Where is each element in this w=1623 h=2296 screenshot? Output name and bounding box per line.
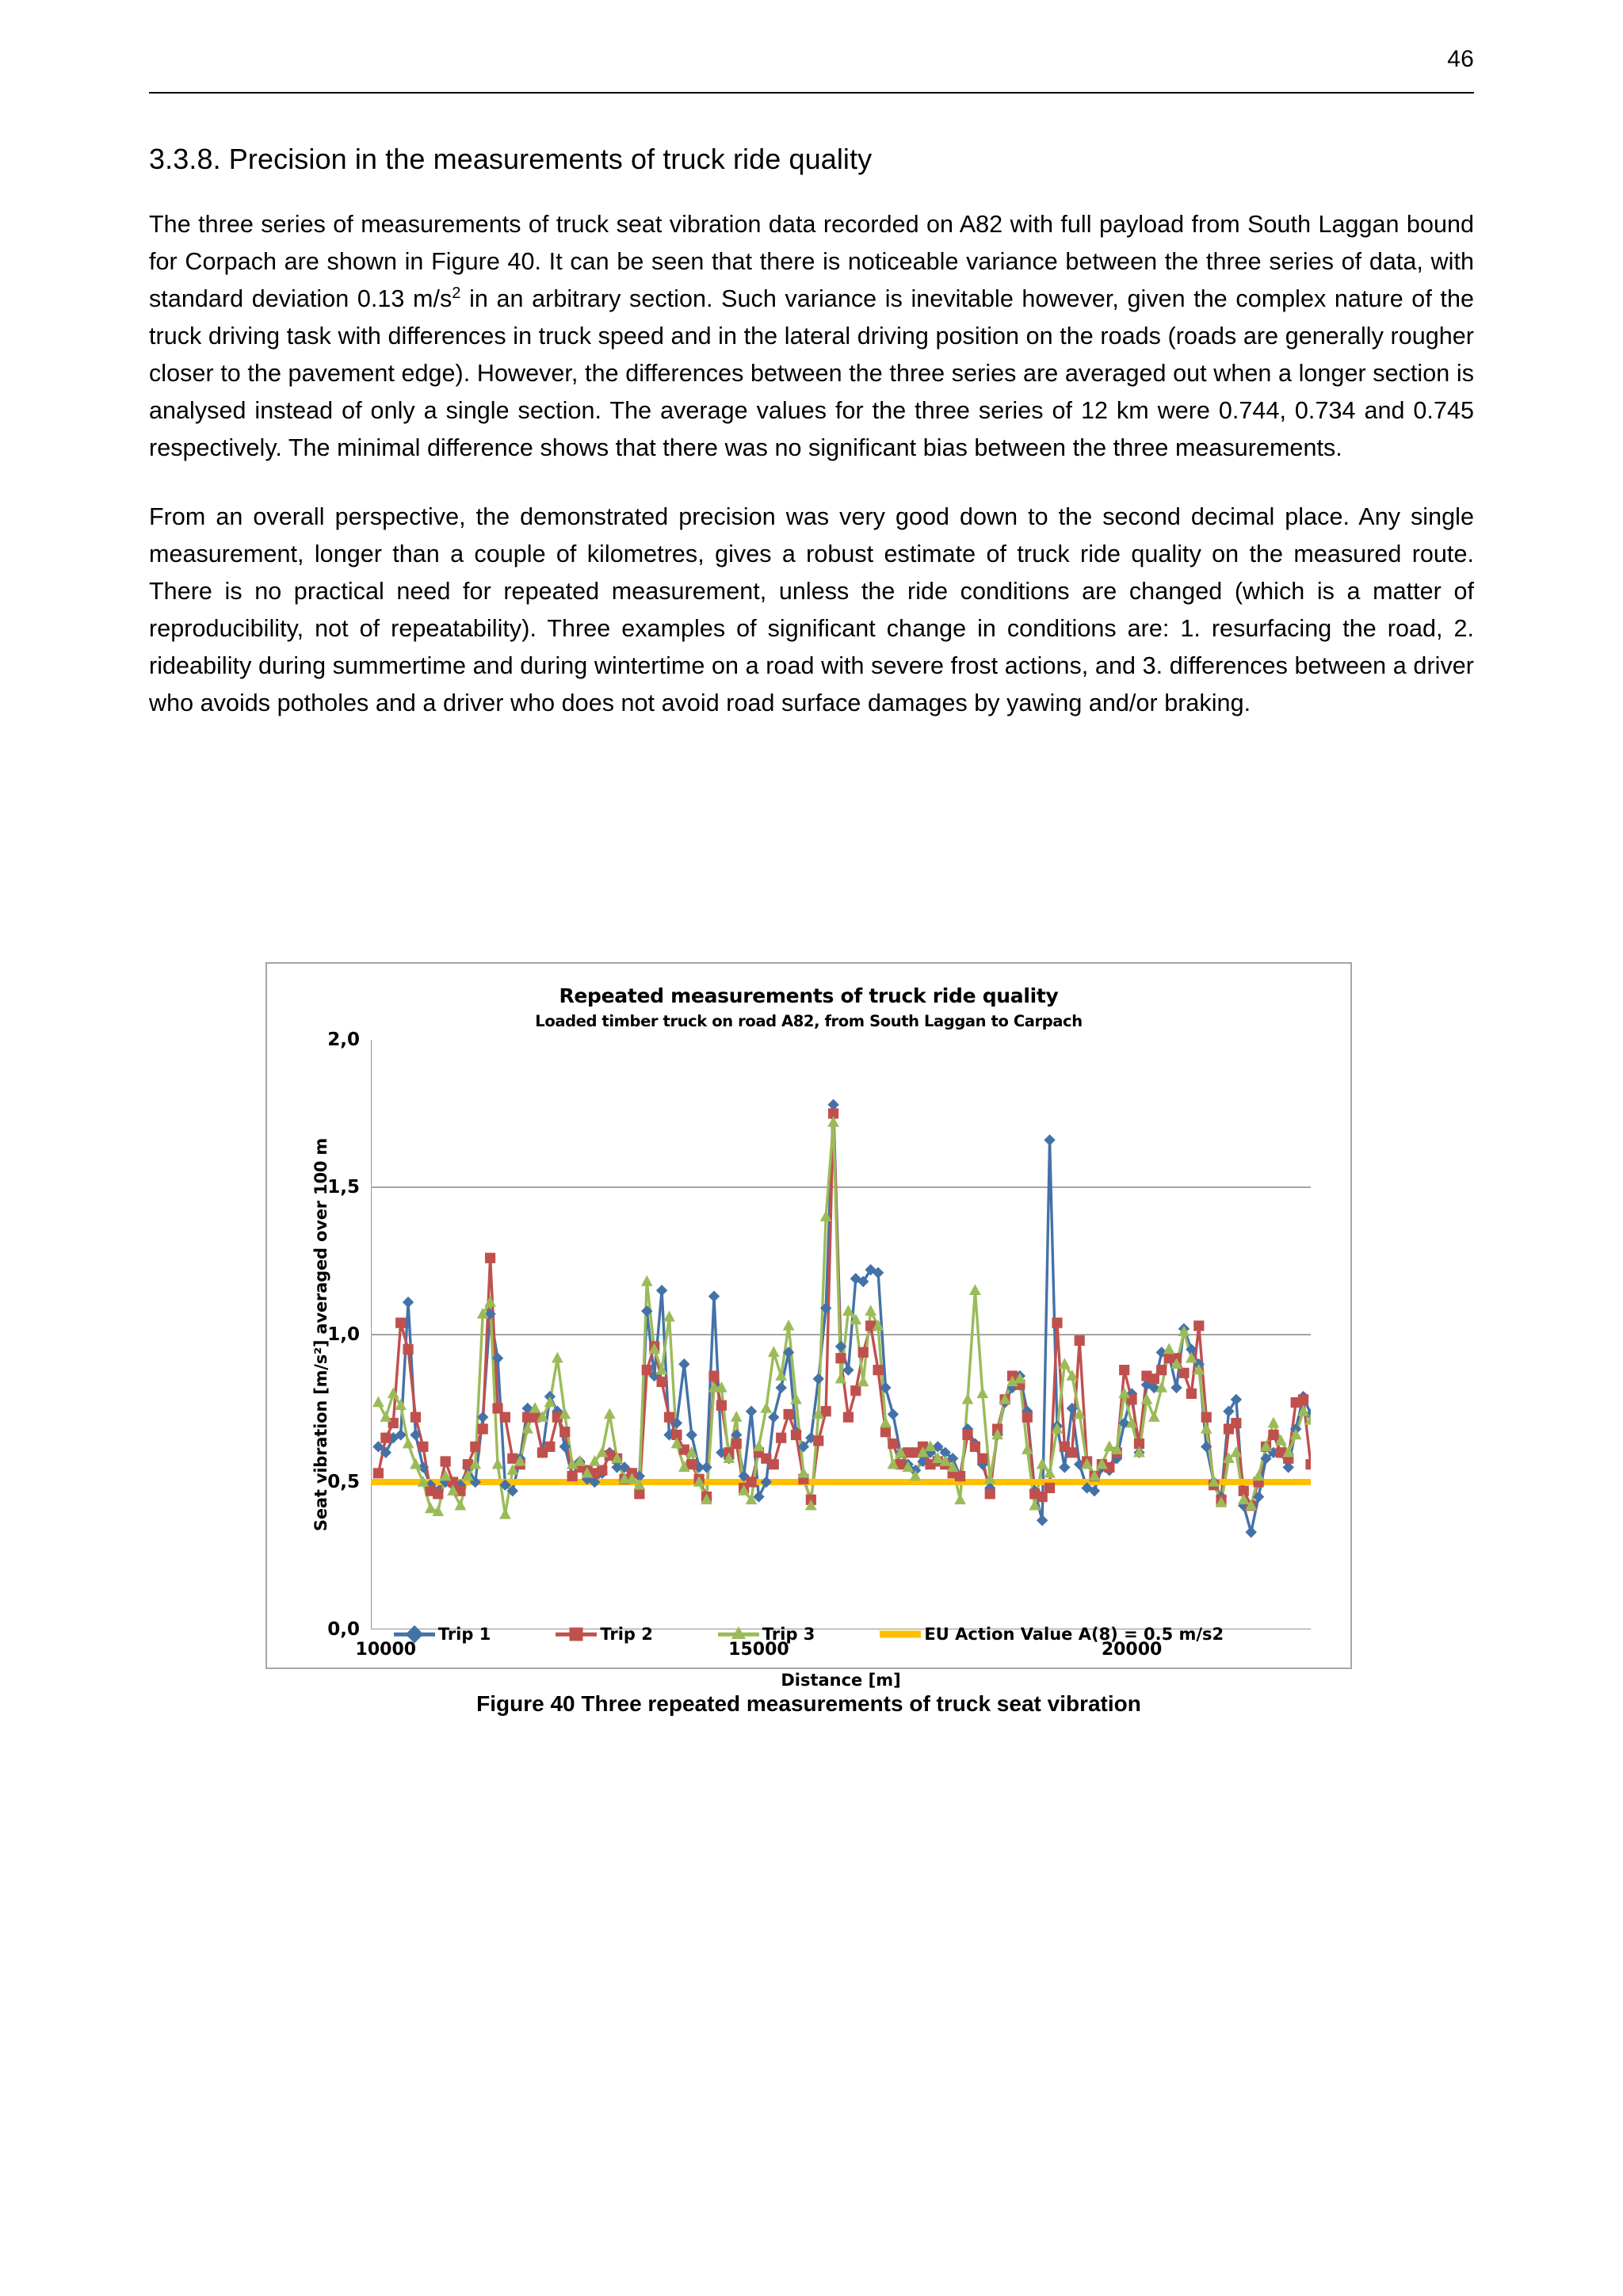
marker-trip-2: [716, 1400, 727, 1411]
marker-trip-2: [597, 1465, 607, 1476]
marker-trip-2: [791, 1430, 801, 1440]
y-tick-label: 0,5: [327, 1472, 360, 1492]
header-divider: [149, 92, 1474, 94]
y-tick-label: 1,0: [327, 1324, 360, 1345]
marker-trip-1: [403, 1297, 414, 1308]
marker-trip-2: [418, 1442, 428, 1452]
marker-trip-3: [380, 1411, 391, 1422]
legend-marker-diamond: [405, 1626, 423, 1644]
marker-trip-2: [985, 1488, 995, 1499]
legend-swatch: [394, 1625, 435, 1644]
marker-trip-2: [686, 1459, 697, 1469]
marker-trip-3: [1148, 1411, 1160, 1422]
legend-item-trip-2[interactable]: [556, 1625, 653, 1644]
legend-item-eu-action-value-a-8-0-5-m-s2[interactable]: [880, 1625, 1224, 1644]
marker-trip-2: [769, 1459, 779, 1469]
marker-trip-2: [1298, 1394, 1308, 1404]
marker-trip-2: [1119, 1365, 1129, 1375]
marker-trip-2: [433, 1488, 443, 1499]
marker-trip-2: [850, 1385, 861, 1396]
x-tick-label: 20000: [1101, 1640, 1163, 1660]
legend-marker-square: [570, 1628, 583, 1641]
chart-subtitle: Loaded timber truck on road A82, from South Laggan to Carpach: [535, 1012, 1083, 1030]
legend-swatch: [718, 1625, 759, 1644]
marker-trip-2: [1231, 1418, 1241, 1428]
section-heading: 3.3.8. Precision in the measurements of truck ride quality: [149, 143, 873, 175]
page-header: [149, 46, 1474, 101]
document-body: [149, 141, 1474, 722]
unit-exponent: 2: [452, 284, 461, 302]
marker-trip-3: [954, 1493, 966, 1504]
chart-container: [265, 962, 1352, 1690]
marker-trip-3: [783, 1320, 795, 1331]
marker-trip-1: [768, 1412, 779, 1423]
legend-label: Trip 3: [762, 1625, 815, 1644]
y-axis-title: Seat vibration [m/s²] averaged over 100 m: [311, 1137, 330, 1532]
marker-trip-3: [484, 1296, 496, 1307]
x-tick-label: 10000: [355, 1640, 417, 1660]
marker-trip-3: [835, 1373, 847, 1384]
marker-trip-3: [1037, 1458, 1048, 1469]
paragraph-1-part-a: The three series of measurements of truck seat vibration data recorded on A82 with full payload from South Laggan bound for Corpach are shown in Figure 40. It can be seen that there is noticeable variance between the three series of data, with standard deviation 0.13 m/s: [149, 211, 1474, 312]
marker-trip-2: [1186, 1389, 1197, 1399]
marker-trip-3: [962, 1393, 974, 1404]
legend-marker-triangle: [731, 1626, 746, 1639]
marker-trip-2: [821, 1406, 831, 1416]
marker-trip-3: [880, 1417, 892, 1428]
chart-title: Repeated measurements of truck ride quality: [559, 984, 1059, 1007]
marker-trip-3: [410, 1458, 422, 1469]
marker-trip-3: [865, 1305, 876, 1316]
marker-trip-3: [761, 1402, 773, 1413]
marker-trip-2: [478, 1423, 488, 1434]
marker-trip-3: [969, 1284, 981, 1295]
marker-trip-2: [955, 1471, 965, 1481]
marker-trip-3: [499, 1508, 511, 1519]
marker-trip-2: [835, 1353, 846, 1363]
legend-item-trip-1[interactable]: [394, 1625, 491, 1644]
marker-trip-1: [775, 1382, 786, 1393]
legend-label: Trip 2: [600, 1625, 653, 1644]
marker-trip-2: [500, 1412, 510, 1423]
marker-trip-3: [663, 1311, 675, 1322]
marker-trip-2: [403, 1344, 413, 1354]
marker-trip-2: [858, 1347, 869, 1358]
marker-trip-2: [1044, 1483, 1055, 1493]
marker-trip-1: [1059, 1461, 1070, 1473]
marker-trip-2: [880, 1427, 891, 1437]
marker-trip-2: [1052, 1318, 1062, 1328]
marker-trip-3: [798, 1467, 810, 1478]
marker-trip-2: [373, 1468, 384, 1478]
marker-trip-2: [1156, 1365, 1167, 1375]
marker-trip-2: [634, 1488, 644, 1499]
marker-trip-1: [1044, 1134, 1055, 1145]
marker-trip-3: [1163, 1343, 1175, 1354]
marker-trip-2: [784, 1409, 794, 1419]
paragraph-precision-variance: [149, 206, 1474, 467]
marker-trip-3: [552, 1352, 563, 1363]
marker-trip-2: [1193, 1320, 1204, 1331]
marker-trip-2: [731, 1438, 742, 1449]
marker-trip-2: [1201, 1412, 1212, 1423]
page-number: 46: [1447, 46, 1474, 72]
marker-trip-2: [642, 1365, 652, 1375]
paragraph-1-part-b: in an arbitrary section. Such variance is inevitable however, given the complex nature of the truck driving task with differences in truck speed and in the lateral driving position on the roads (roads are generally rougher closer to the pavement edge). However, the differences between the three series are averaged out when a longer section is analysed instead of only a single section. The average values for the three series of 12 km were 0.744, 0.734 and 0.745 respectively. The minimal difference shows that there was no significant bias between the three measurements.: [149, 285, 1474, 461]
legend-label: Trip 1: [437, 1625, 491, 1644]
paragraph-overall-perspective: From an overall perspective, the demonstrated precision was very good down to the second decimal place. Any single measurement, longer than a couple of kilometres, gives a robust estimate of truck ride quality on the measured route. There is no practical need for repeated measurement, unless the ride conditions are changed (which is a matter of reproducibility, not of repeatability). Three examples of significant change in conditions are: 1. resurfacing the road, 2. rideability during summertime and during wintertime on a road with severe frost actions, and 3. differences between a driver who avoids potholes and a driver who does not avoid road surface damages by yawing and/or braking.: [149, 503, 1474, 716]
marker-trip-2: [776, 1433, 786, 1443]
marker-trip-2: [746, 1477, 756, 1487]
marker-trip-1: [1170, 1382, 1182, 1393]
marker-trip-3: [641, 1275, 653, 1286]
marker-trip-3: [455, 1499, 467, 1511]
marker-trip-2: [813, 1435, 823, 1446]
marker-trip-3: [1141, 1393, 1153, 1404]
marker-trip-2: [962, 1430, 972, 1440]
marker-trip-1: [656, 1285, 667, 1296]
marker-trip-2: [1178, 1368, 1189, 1378]
legend-swatch: [556, 1625, 597, 1644]
series-line-trip-2: [378, 1052, 1311, 1506]
chart-legend: [267, 1618, 1350, 1650]
marker-trip-2: [970, 1442, 980, 1452]
y-tick-label: 1,5: [327, 1177, 360, 1198]
marker-trip-2: [977, 1454, 987, 1464]
legend-label: EU Action Value A(8) = 0.5 m/s2: [924, 1625, 1224, 1644]
marker-trip-1: [888, 1408, 899, 1419]
marker-trip-2: [873, 1365, 883, 1375]
marker-trip-2: [1067, 1447, 1077, 1457]
marker-trip-3: [1268, 1417, 1280, 1428]
marker-trip-3: [1178, 1325, 1190, 1336]
marker-trip-3: [731, 1411, 743, 1422]
x-axis-title: Distance [m]: [781, 1671, 901, 1690]
marker-trip-1: [701, 1461, 712, 1473]
marker-trip-2: [1022, 1412, 1033, 1423]
marker-trip-2: [559, 1427, 570, 1437]
marker-trip-3: [403, 1438, 414, 1449]
marker-trip-2: [395, 1318, 406, 1328]
marker-trip-2: [441, 1456, 451, 1466]
marker-trip-2: [544, 1442, 555, 1452]
marker-trip-2: [708, 1370, 719, 1381]
y-tick-label: 0,0: [327, 1619, 360, 1640]
figure-caption: Figure 40 Three repeated measurements of truck seat vibration: [476, 1691, 1141, 1716]
legend-swatch: [880, 1625, 921, 1644]
marker-trip-2: [485, 1253, 495, 1263]
marker-trip-3: [1201, 1423, 1212, 1434]
marker-trip-1: [686, 1429, 697, 1440]
marker-trip-3: [768, 1346, 780, 1357]
marker-trip-2: [1075, 1335, 1085, 1346]
figure-40: [265, 962, 1352, 1690]
y-tick-label: 2,0: [327, 1030, 360, 1050]
marker-trip-1: [678, 1358, 689, 1370]
marker-trip-2: [380, 1433, 391, 1443]
x-tick-label: 15000: [728, 1640, 789, 1660]
marker-trip-2: [411, 1412, 421, 1423]
marker-trip-1: [842, 1364, 854, 1375]
marker-trip-2: [664, 1412, 674, 1423]
legend-item-trip-3[interactable]: [718, 1625, 815, 1644]
marker-trip-3: [604, 1408, 616, 1419]
marker-trip-2: [1305, 1459, 1311, 1469]
marker-trip-3: [492, 1458, 504, 1469]
chart-svg: [371, 1040, 1311, 1629]
marker-trip-1: [1245, 1526, 1256, 1538]
marker-trip-2: [656, 1377, 666, 1387]
marker-trip-2: [843, 1412, 854, 1423]
marker-trip-1: [813, 1373, 824, 1385]
marker-trip-2: [888, 1438, 898, 1449]
marker-trip-2: [470, 1442, 480, 1452]
marker-trip-1: [708, 1290, 720, 1301]
marker-trip-2: [1268, 1430, 1278, 1440]
marker-trip-1: [1037, 1515, 1048, 1526]
marker-trip-3: [388, 1387, 399, 1398]
marker-trip-1: [761, 1477, 772, 1488]
marker-trip-3: [372, 1396, 384, 1408]
marker-trip-3: [976, 1387, 988, 1398]
marker-trip-1: [746, 1406, 757, 1417]
